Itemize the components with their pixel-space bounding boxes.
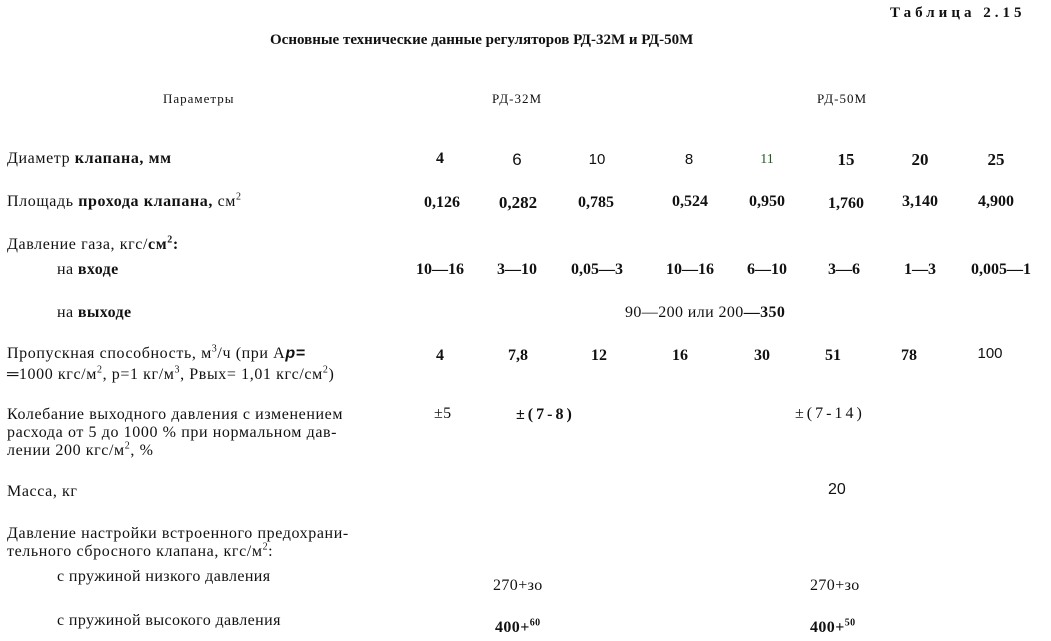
value-cell: 11 [760, 152, 774, 167]
value-cell: 1,760 [828, 195, 864, 212]
value-cell: 12 [591, 347, 607, 364]
value-part-bold: —350 [743, 304, 786, 321]
column-header-params: Параметры [163, 91, 235, 106]
value-cell: 1—3 [904, 261, 936, 278]
value-cell: 8 [684, 151, 694, 168]
value-cell: 4,900 [978, 193, 1014, 210]
label-part: Пропускная способность, м [7, 345, 212, 362]
label-part: , % [130, 442, 154, 459]
label-part: /ч (при А [217, 345, 286, 362]
fluctuation-value-2: ±(7-8) [516, 406, 575, 423]
superscript: 2 [96, 364, 103, 376]
label-part-bold: входе [77, 261, 119, 278]
label-part-bold: выходе [77, 304, 132, 321]
sub-label-high-spring: с пружиной высокого давления [57, 612, 281, 629]
value-part: 400+ [810, 619, 845, 636]
table-title: Основные технические данные регуляторов РД-32М и РД-50М [270, 32, 694, 48]
superscript: 50 [844, 617, 856, 629]
row-label-capacity-line2 [7, 366, 334, 384]
value-cell: 6 [512, 150, 522, 169]
value-cell: 3—10 [497, 261, 537, 278]
value-cell: 16 [672, 347, 688, 364]
low-spring-value-rd32: 270+зо [493, 577, 543, 594]
superscript: 2 [124, 440, 131, 452]
value-cell: 15 [837, 150, 855, 169]
label-part-bold: прохода клапана, [78, 193, 213, 210]
label-part: ) [328, 366, 335, 383]
value-cell: 10—16 [416, 261, 464, 278]
high-spring-value-rd50 [810, 619, 856, 637]
label-part-bold: клапана, мм [74, 150, 172, 167]
value-cell: 51 [825, 347, 841, 364]
row-label-diameter [7, 150, 172, 168]
label-part: на [57, 304, 78, 321]
value-cell: 0,524 [672, 193, 708, 210]
value-cell: 10 [588, 151, 606, 168]
superscript: 3 [174, 364, 181, 376]
column-header-rd32m: РД-32М [492, 91, 543, 106]
fluctuation-value-3: ±(7-14) [795, 405, 865, 422]
label-part: лении 200 кгс/м [7, 442, 125, 459]
superscript: 2 [322, 364, 329, 376]
sub-label-low-spring: с пружиной низкого давления [57, 568, 271, 585]
value-cell: 20 [911, 150, 929, 169]
label-part: тельного сбросного клапана, кгс/м [7, 543, 263, 560]
high-spring-value-rd32 [495, 619, 541, 637]
label-part: Площадь [7, 193, 79, 210]
mass-value: 20 [828, 481, 846, 498]
value-part: 400+ [495, 619, 530, 636]
label-part: Диаметр [7, 150, 75, 167]
value-cell: 0,282 [498, 193, 538, 212]
value-cell: 78 [901, 347, 917, 364]
value-cell: 25 [987, 150, 1005, 169]
value-cell: 100 [977, 345, 1003, 362]
sub-label-outlet [57, 304, 132, 322]
value-part: 90—200 или 200 [625, 304, 744, 321]
label-part: Давление газа, кгс/ [7, 236, 149, 253]
row-label-gas-pressure [7, 236, 179, 254]
value-cell: 30 [754, 347, 770, 364]
outlet-value [625, 304, 785, 322]
superscript: 3 [211, 343, 218, 355]
label-part: , p=1 кг/м [102, 366, 175, 383]
value-cell: 0,785 [578, 194, 614, 211]
value-cell: 0,126 [424, 194, 460, 211]
label-part: на [57, 261, 78, 278]
row-label-fluctuation-line3 [7, 442, 154, 460]
value-cell: 0,005—1 [971, 261, 1031, 278]
low-spring-value-rd50: 270+зо [810, 577, 860, 594]
row-label-fluctuation-line2: расхода от 5 до 1000 % при нормальном дав- [7, 424, 338, 441]
row-label-capacity-line1 [7, 345, 306, 363]
label-part: : [172, 236, 179, 253]
value-cell: 3,140 [902, 193, 938, 210]
superscript: 2 [236, 191, 242, 203]
value-cell: 10—16 [666, 261, 714, 278]
fluctuation-value-1: ±5 [434, 405, 452, 422]
table-number: Таблица 2.15 [890, 5, 1026, 21]
value-cell: 0,05—3 [571, 261, 623, 278]
label-part: : [268, 543, 274, 560]
column-header-rd50m: РД-50М [817, 91, 868, 106]
row-label-relief-line1: Давление настройки встроенного предохрани- [7, 525, 349, 542]
sub-label-inlet [57, 261, 119, 279]
row-label-mass: Масса, кг [7, 483, 78, 500]
label-part-bold: см [148, 236, 168, 253]
value-cell: 4 [436, 347, 444, 364]
label-part: см [212, 193, 236, 210]
value-cell: 3—6 [828, 261, 860, 278]
label-part: ═1000 кгс/м [7, 366, 97, 383]
label-part: , Рвых= 1,01 кгс/см [180, 366, 323, 383]
row-label-area [7, 193, 242, 211]
superscript: 2 [167, 234, 173, 246]
value-cell: 4 [436, 150, 444, 167]
row-label-relief-line2 [7, 543, 273, 561]
label-part: p= [285, 345, 306, 362]
value-cell: 0,950 [749, 193, 785, 210]
value-cell: 6—10 [747, 261, 787, 278]
superscript: 2 [262, 541, 269, 553]
superscript: 60 [529, 617, 541, 629]
row-label-fluctuation-line1: Колебание выходного давления с изменением [7, 406, 344, 423]
value-cell: 7,8 [508, 347, 528, 364]
